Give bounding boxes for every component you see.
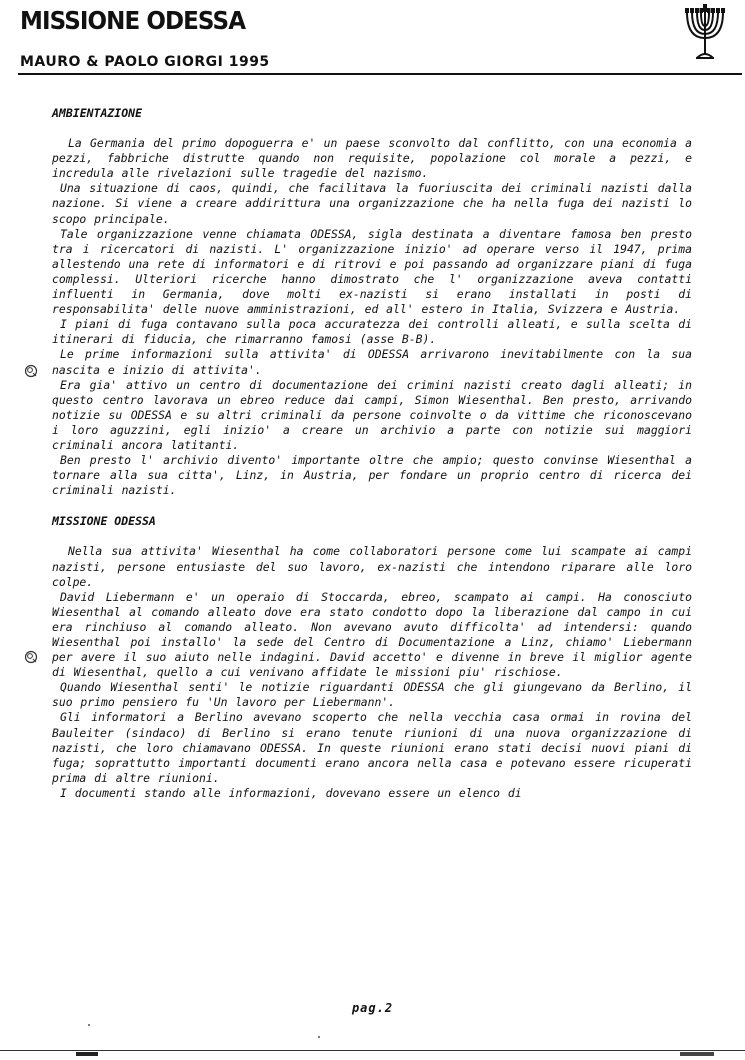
scan-mark <box>680 1052 714 1056</box>
paragraph: La Germania del primo dopoguerra e' un paese sconvolto dal conflitto, con una economia a pezzi, fabbriche distrutte quando non requisite, popolazione col morale a pezzi, e incredula alle rivelazioni sulle tragedie del nazismo. <box>52 136 692 181</box>
document-title: MISSIONE ODESSA <box>20 6 246 35</box>
paragraph: Una situazione di caos, quindi, che facilitava la fuoriuscita dei criminali nazisti dalla nazione. Si viene a creare addirittura una organizzazione che ha nella fuga dei nazisti lo scopo principale. <box>52 181 692 226</box>
scan-mark <box>76 1052 98 1056</box>
margin-mark-icon <box>24 650 38 664</box>
scan-speck <box>318 1036 320 1038</box>
document-subtitle: MAURO & PAOLO GIORGI 1995 <box>20 54 270 70</box>
page-number: pag.2 <box>351 1001 394 1015</box>
paragraph: Era gia' attivo un centro di documentazione dei crimini nazisti creato dagli alleati; in questo centro lavorava un ebreo reduce dai campi, Simon Wiesenthal. Ben presto, arrivando notizie su ODESSA e su altri criminali da persone coinvolte o da vittime che riconoscevano i loro aguzzini, egli inizio' a creare un archivio a parte con notizie sui maggiori criminali ancora latitanti. <box>52 377 692 452</box>
paragraph: I documenti stando alle informazioni, dovevano essere un elenco di <box>60 785 522 800</box>
margin-mark-icon <box>24 364 38 378</box>
section-title-ambientazione: AMBIENTAZIONE <box>52 106 143 120</box>
bottom-rule <box>0 1050 745 1051</box>
menorah-icon <box>682 4 728 62</box>
paragraph: Tale organizzazione venne chiamata ODESSA, sigla destinata a diventare famosa ben presto tra i ricercatori di nazisti. L' organizzazione inizio' ad operare verso il 1947, prima allestendo una rete di informatori e di ritrovi e poi passando ad organizzare piani di fuga complessi. Ulteriori ricerche hanno dimostrato che l' organizzazione aveva contatti influenti in Germania, dove molti ex-nazisti si erano installati in posti di responsabilita' delle nuove amministrazioni, ed all' estero in Italia, Svizzera e Austria. <box>52 226 692 317</box>
paragraph: Quando Wiesenthal senti' le notizie riguardanti ODESSA che gli giungevano da Berlino, il suo primo pensiero fu 'Un lavoro per Liebermann'. <box>52 680 692 710</box>
document-body <box>52 106 692 801</box>
paragraph: Le prime informazioni sulla attivita' di ODESSA arrivarono inevitabilmente con la sua nascita e inizio di attivita'. <box>52 347 692 377</box>
paragraph: Nella sua attivita' Wiesenthal ha come collaboratori persone come lui scampate ai campi nazisti, persone entusiaste del suo lavoro, ex-nazisti che intendono riparare alle loro colpe. <box>52 544 692 589</box>
section-title-missione-odessa: MISSIONE ODESSA <box>52 514 156 529</box>
header-rule <box>18 73 742 75</box>
paragraph: Ben presto l' archivio divento' importante oltre che ampio; questo convinse Wiesenthal a tornare alla sua citta', Linz, in Austria, per fondare un proprio centro di ricerca dei criminali nazisti. <box>52 453 692 498</box>
paragraph: Gli informatori a Berlino avevano scoperto che nella vecchia casa ormai in rovina del Bauleiter (sindaco) di Berlino si erano tenute riunioni di una nuova organizzazione di nazisti, che loro chiamavano ODESSA. In queste riunioni erano stati decisi nuovi piani di fuga; soprattutto importanti documenti erano ancora nella casa e potevano essere ricuperati prima di altre riunioni. <box>52 710 692 785</box>
scan-speck <box>88 1024 90 1026</box>
paragraph: David Liebermann e' un operaio di Stoccarda, ebreo, scampato ai campi. Ha conosciuto Wiesenthal al comando alleato dove era stato condotto dopo la liberazione dal campo in cui era rinchiuso al comando alleato. Non avevano avuto difficolta' ad intendersi: quando Wiesenthal poi installo' la sede del Centro di Documentazione a Linz, chiamo' Liebermann per avere il suo aiuto nelle indagini. David accetto' e divenne in breve il miglior agente di Wiesenthal, quello a cui venivano affidate le missioni piu' rischiose. <box>52 589 692 680</box>
paragraph: I piani di fuga contavano sulla poca accuratezza dei controlli alleati, e sulla scelta di itinerari di fiducia, che rimarranno famosi (asse B-B). <box>52 317 692 347</box>
